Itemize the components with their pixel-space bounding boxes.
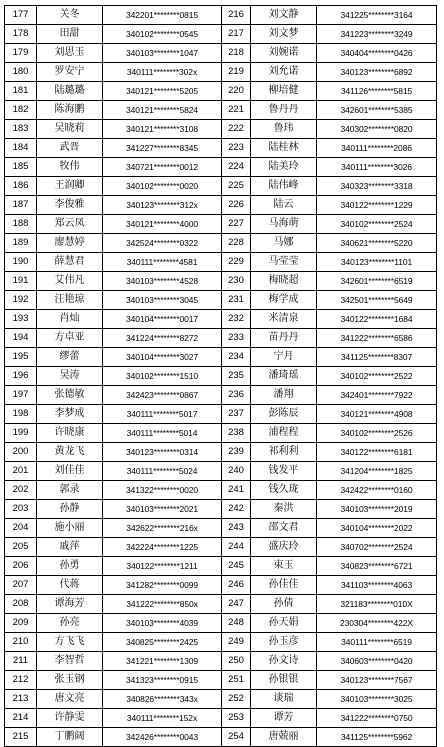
left-name-cell: 李俊雅 [37, 196, 103, 215]
right-name-cell: 谭芳 [251, 709, 317, 728]
right-id-number-cell: 341222********0750 [317, 709, 437, 728]
left-id-number-cell: 340103********2021 [103, 500, 222, 519]
right-name-cell: 孙佳佳 [251, 576, 317, 595]
left-name-cell: 陆璐璐 [37, 82, 103, 101]
right-name-cell: 秦洪 [251, 500, 317, 519]
right-seq-number-cell: 216 [222, 6, 251, 25]
right-id-number-cell: 340823********6721 [317, 557, 437, 576]
right-seq-number-cell: 232 [222, 310, 251, 329]
right-name-cell: 马海萌 [251, 215, 317, 234]
right-seq-number-cell: 221 [222, 101, 251, 120]
right-seq-number-cell: 227 [222, 215, 251, 234]
right-id-number-cell: 340102********2524 [317, 215, 437, 234]
right-id-number-cell: 340123********7567 [317, 671, 437, 690]
left-seq-number-cell: 194 [5, 329, 37, 348]
left-seq-number-cell: 189 [5, 234, 37, 253]
right-name-cell: 陆美玲 [251, 158, 317, 177]
right-name-cell: 祁利利 [251, 443, 317, 462]
table-row [5, 633, 437, 652]
left-name-cell: 张玉钢 [37, 671, 103, 690]
right-seq-number-cell: 251 [222, 671, 251, 690]
right-name-cell: 马娜 [251, 234, 317, 253]
left-seq-number-cell: 213 [5, 690, 37, 709]
right-id-number-cell: 341125********8307 [317, 348, 437, 367]
left-seq-number-cell: 205 [5, 538, 37, 557]
table-row [5, 6, 437, 25]
right-seq-number-cell: 243 [222, 519, 251, 538]
right-name-cell: 陆云 [251, 196, 317, 215]
left-id-number-cell: 340104********0017 [103, 310, 222, 329]
right-name-cell: 柳培健 [251, 82, 317, 101]
right-name-cell: 鲁玮 [251, 120, 317, 139]
right-seq-number-cell: 225 [222, 177, 251, 196]
left-name-cell: 陈海鹏 [37, 101, 103, 120]
table-row [5, 614, 437, 633]
left-name-cell: 罗安宁 [37, 63, 103, 82]
left-name-cell: 李智哲 [37, 652, 103, 671]
left-name-cell: 吴晓莉 [37, 120, 103, 139]
left-id-number-cell: 340121********4000 [103, 215, 222, 234]
right-id-number-cell: 230304********422X [317, 614, 437, 633]
left-id-number-cell: 342524********0322 [103, 234, 222, 253]
left-name-cell: 郭录 [37, 481, 103, 500]
left-id-number-cell: 342224********1225 [103, 538, 222, 557]
left-id-number-cell: 342201********0815 [103, 6, 222, 25]
left-name-cell: 缪蕾 [37, 348, 103, 367]
right-seq-number-cell: 247 [222, 595, 251, 614]
right-seq-number-cell: 250 [222, 652, 251, 671]
right-id-number-cell: 340103********3025 [317, 690, 437, 709]
right-id-number-cell: 340603********0420 [317, 652, 437, 671]
right-seq-number-cell: 244 [222, 538, 251, 557]
left-name-cell: 王润卿 [37, 177, 103, 196]
left-seq-number-cell: 210 [5, 633, 37, 652]
right-name-cell: 邵文君 [251, 519, 317, 538]
left-id-number-cell: 340825********2425 [103, 633, 222, 652]
right-id-number-cell: 340121********4908 [317, 405, 437, 424]
left-seq-number-cell: 177 [5, 6, 37, 25]
right-seq-number-cell: 249 [222, 633, 251, 652]
table-row [5, 557, 437, 576]
left-name-cell: 吴涛 [37, 367, 103, 386]
right-name-cell: 孙倩 [251, 595, 317, 614]
left-id-number-cell: 340111********5014 [103, 424, 222, 443]
left-name-cell: 孙勇 [37, 557, 103, 576]
table-row [5, 158, 437, 177]
right-id-number-cell: 340404********0426 [317, 44, 437, 63]
table-row [5, 177, 437, 196]
left-id-number-cell: 340103********1047 [103, 44, 222, 63]
table-row [5, 120, 437, 139]
right-seq-number-cell: 222 [222, 120, 251, 139]
right-seq-number-cell: 252 [222, 690, 251, 709]
left-seq-number-cell: 186 [5, 177, 37, 196]
roster-table-body [5, 6, 437, 747]
right-id-number-cell: 341103********4063 [317, 576, 437, 595]
right-id-number-cell: 341126********5815 [317, 82, 437, 101]
left-name-cell: 刘思玉 [37, 44, 103, 63]
left-name-cell: 牧伟 [37, 158, 103, 177]
roster-table-wrapper [4, 5, 437, 747]
right-seq-number-cell: 226 [222, 196, 251, 215]
right-seq-number-cell: 217 [222, 25, 251, 44]
table-row [5, 405, 437, 424]
left-name-cell: 张德敏 [37, 386, 103, 405]
left-id-number-cell: 340111********5017 [103, 405, 222, 424]
table-row [5, 690, 437, 709]
right-name-cell: 孙玉彦 [251, 633, 317, 652]
left-id-number-cell: 340826********343x [103, 690, 222, 709]
table-row [5, 348, 437, 367]
left-id-number-cell: 340111********152x [103, 709, 222, 728]
left-id-number-cell: 340102********0020 [103, 177, 222, 196]
left-name-cell: 汪艳琼 [37, 291, 103, 310]
left-seq-number-cell: 204 [5, 519, 37, 538]
left-id-number-cell: 340123********312x [103, 196, 222, 215]
left-id-number-cell: 340102********0545 [103, 25, 222, 44]
right-name-cell: 钱发平 [251, 462, 317, 481]
left-name-cell: 刘佳佳 [37, 462, 103, 481]
right-name-cell: 谈瑞 [251, 690, 317, 709]
right-name-cell: 梅晓超 [251, 272, 317, 291]
table-row [5, 215, 437, 234]
left-name-cell: 薛慧君 [37, 253, 103, 272]
left-id-number-cell: 341221********1309 [103, 652, 222, 671]
right-id-number-cell: 342601********6519 [317, 272, 437, 291]
left-id-number-cell: 340121********5824 [103, 101, 222, 120]
right-id-number-cell: 340702********2524 [317, 538, 437, 557]
left-id-number-cell: 340103********4039 [103, 614, 222, 633]
right-id-number-cell: 340111********2086 [317, 139, 437, 158]
right-seq-number-cell: 236 [222, 386, 251, 405]
right-id-number-cell: 342401********7922 [317, 386, 437, 405]
left-id-number-cell: 340103********4528 [103, 272, 222, 291]
right-seq-number-cell: 239 [222, 443, 251, 462]
table-row [5, 519, 437, 538]
left-seq-number-cell: 187 [5, 196, 37, 215]
left-name-cell: 郑云凤 [37, 215, 103, 234]
left-id-number-cell: 340122********1211 [103, 557, 222, 576]
left-id-number-cell: 340103********3045 [103, 291, 222, 310]
right-name-cell: 梅学成 [251, 291, 317, 310]
table-row [5, 462, 437, 481]
left-name-cell: 丁鹏阔 [37, 728, 103, 747]
left-name-cell: 艾伟凡 [37, 272, 103, 291]
table-row [5, 386, 437, 405]
left-name-cell: 田甜 [37, 25, 103, 44]
left-seq-number-cell: 181 [5, 82, 37, 101]
right-seq-number-cell: 233 [222, 329, 251, 348]
table-row [5, 310, 437, 329]
right-id-number-cell: 342422********0160 [317, 481, 437, 500]
left-id-number-cell: 340111********4581 [103, 253, 222, 272]
left-id-number-cell: 341282********0099 [103, 576, 222, 595]
left-seq-number-cell: 188 [5, 215, 37, 234]
left-seq-number-cell: 195 [5, 348, 37, 367]
right-seq-number-cell: 224 [222, 158, 251, 177]
right-name-cell: 宁月 [251, 348, 317, 367]
left-name-cell: 肖灿 [37, 310, 103, 329]
right-seq-number-cell: 254 [222, 728, 251, 747]
left-name-cell: 黄龙飞 [37, 443, 103, 462]
right-id-number-cell: 340122********1684 [317, 310, 437, 329]
left-name-cell: 武晋 [37, 139, 103, 158]
left-id-number-cell: 341224********8272 [103, 329, 222, 348]
right-seq-number-cell: 237 [222, 405, 251, 424]
right-seq-number-cell: 235 [222, 367, 251, 386]
left-name-cell: 戚萍 [37, 538, 103, 557]
right-id-number-cell: 341222********6586 [317, 329, 437, 348]
right-seq-number-cell: 234 [222, 348, 251, 367]
left-name-cell: 许静雯 [37, 709, 103, 728]
left-id-number-cell: 341222********850x [103, 595, 222, 614]
left-name-cell: 孙亮 [37, 614, 103, 633]
right-name-cell: 马莹莹 [251, 253, 317, 272]
right-name-cell: 彭陈辰 [251, 405, 317, 424]
right-seq-number-cell: 242 [222, 500, 251, 519]
right-id-number-cell: 341125********5962 [317, 728, 437, 747]
left-seq-number-cell: 190 [5, 253, 37, 272]
right-name-cell: 孙天娟 [251, 614, 317, 633]
right-name-cell: 米清泉 [251, 310, 317, 329]
table-row [5, 481, 437, 500]
left-name-cell: 廖慧婷 [37, 234, 103, 253]
left-id-number-cell: 341323********0915 [103, 671, 222, 690]
left-id-number-cell: 340721********0012 [103, 158, 222, 177]
left-seq-number-cell: 208 [5, 595, 37, 614]
table-row [5, 709, 437, 728]
right-seq-number-cell: 228 [222, 234, 251, 253]
right-seq-number-cell: 220 [222, 82, 251, 101]
right-name-cell: 孙银银 [251, 671, 317, 690]
left-seq-number-cell: 184 [5, 139, 37, 158]
right-seq-number-cell: 231 [222, 291, 251, 310]
left-id-number-cell: 340102********1510 [103, 367, 222, 386]
right-seq-number-cell: 223 [222, 139, 251, 158]
right-id-number-cell: 340103********2019 [317, 500, 437, 519]
left-seq-number-cell: 212 [5, 671, 37, 690]
right-seq-number-cell: 238 [222, 424, 251, 443]
right-id-number-cell: 340123********6892 [317, 63, 437, 82]
right-id-number-cell: 342501********5649 [317, 291, 437, 310]
table-row [5, 139, 437, 158]
right-name-cell: 陆伟峰 [251, 177, 317, 196]
left-name-cell: 孙静 [37, 500, 103, 519]
table-row [5, 63, 437, 82]
right-seq-number-cell: 241 [222, 481, 251, 500]
table-row [5, 538, 437, 557]
table-row [5, 196, 437, 215]
left-seq-number-cell: 200 [5, 443, 37, 462]
left-id-number-cell: 341227********8345 [103, 139, 222, 158]
table-row [5, 101, 437, 120]
table-row [5, 671, 437, 690]
right-name-cell: 刘文静 [251, 6, 317, 25]
left-seq-number-cell: 192 [5, 291, 37, 310]
left-name-cell: 唐文亮 [37, 690, 103, 709]
table-row [5, 595, 437, 614]
left-seq-number-cell: 178 [5, 25, 37, 44]
right-id-number-cell: 342601********5385 [317, 101, 437, 120]
right-id-number-cell: 340122********1229 [317, 196, 437, 215]
left-seq-number-cell: 202 [5, 481, 37, 500]
table-row [5, 329, 437, 348]
left-name-cell: 代蒋 [37, 576, 103, 595]
table-row [5, 367, 437, 386]
right-seq-number-cell: 219 [222, 63, 251, 82]
right-id-number-cell: 340323********3318 [317, 177, 437, 196]
left-id-number-cell: 341322********0020 [103, 481, 222, 500]
left-seq-number-cell: 182 [5, 101, 37, 120]
left-seq-number-cell: 191 [5, 272, 37, 291]
table-row [5, 576, 437, 595]
left-name-cell: 方卓亚 [37, 329, 103, 348]
right-name-cell: 浦程程 [251, 424, 317, 443]
left-id-number-cell: 340121********3108 [103, 120, 222, 139]
right-name-cell: 潘琦瑶 [251, 367, 317, 386]
left-name-cell: 许晓康 [37, 424, 103, 443]
right-id-number-cell: 340102********2522 [317, 367, 437, 386]
right-id-number-cell: 341225********3164 [317, 6, 437, 25]
right-seq-number-cell: 245 [222, 557, 251, 576]
left-id-number-cell: 340121********5205 [103, 82, 222, 101]
right-seq-number-cell: 240 [222, 462, 251, 481]
right-seq-number-cell: 230 [222, 272, 251, 291]
right-id-number-cell: 340621********5220 [317, 234, 437, 253]
left-seq-number-cell: 203 [5, 500, 37, 519]
right-name-cell: 潘翔 [251, 386, 317, 405]
left-name-cell: 谭海芳 [37, 595, 103, 614]
right-name-cell: 陆桂林 [251, 139, 317, 158]
left-seq-number-cell: 193 [5, 310, 37, 329]
right-name-cell: 鲁丹丹 [251, 101, 317, 120]
right-name-cell: 苗丹丹 [251, 329, 317, 348]
left-seq-number-cell: 183 [5, 120, 37, 139]
table-row [5, 272, 437, 291]
right-name-cell: 束玉 [251, 557, 317, 576]
left-id-number-cell: 340123********0314 [103, 443, 222, 462]
left-seq-number-cell: 196 [5, 367, 37, 386]
right-seq-number-cell: 229 [222, 253, 251, 272]
left-seq-number-cell: 209 [5, 614, 37, 633]
left-id-number-cell: 342423********0867 [103, 386, 222, 405]
right-id-number-cell: 340302********0820 [317, 120, 437, 139]
table-row [5, 44, 437, 63]
table-row [5, 652, 437, 671]
left-seq-number-cell: 180 [5, 63, 37, 82]
left-id-number-cell: 342426********0043 [103, 728, 222, 747]
right-id-number-cell: 321183********010X [317, 595, 437, 614]
left-seq-number-cell: 179 [5, 44, 37, 63]
left-seq-number-cell: 206 [5, 557, 37, 576]
right-id-number-cell: 340122********6181 [317, 443, 437, 462]
table-row [5, 253, 437, 272]
table-row [5, 82, 437, 101]
right-id-number-cell: 340111********3026 [317, 158, 437, 177]
table-row [5, 424, 437, 443]
left-name-cell: 施小丽 [37, 519, 103, 538]
roster-table [4, 5, 437, 747]
right-id-number-cell: 340123********1101 [317, 253, 437, 272]
left-seq-number-cell: 207 [5, 576, 37, 595]
left-seq-number-cell: 185 [5, 158, 37, 177]
right-id-number-cell: 340111********6519 [317, 633, 437, 652]
left-seq-number-cell: 198 [5, 405, 37, 424]
right-name-cell: 盛庆玲 [251, 538, 317, 557]
left-name-cell: 李梦成 [37, 405, 103, 424]
right-seq-number-cell: 246 [222, 576, 251, 595]
left-seq-number-cell: 211 [5, 652, 37, 671]
right-name-cell: 刘婉诺 [251, 44, 317, 63]
left-seq-number-cell: 199 [5, 424, 37, 443]
right-name-cell: 钱久珑 [251, 481, 317, 500]
left-seq-number-cell: 215 [5, 728, 37, 747]
left-seq-number-cell: 197 [5, 386, 37, 405]
right-name-cell: 刘允诺 [251, 63, 317, 82]
left-id-number-cell: 340111********5024 [103, 462, 222, 481]
table-row [5, 25, 437, 44]
right-name-cell: 孙文诗 [251, 652, 317, 671]
right-id-number-cell: 340104********2022 [317, 519, 437, 538]
left-seq-number-cell: 201 [5, 462, 37, 481]
right-id-number-cell: 341223********3249 [317, 25, 437, 44]
left-name-cell: 方飞飞 [37, 633, 103, 652]
left-id-number-cell: 340111********302x [103, 63, 222, 82]
right-seq-number-cell: 248 [222, 614, 251, 633]
left-id-number-cell: 342622********216x [103, 519, 222, 538]
right-id-number-cell: 340102********2526 [317, 424, 437, 443]
table-row [5, 443, 437, 462]
left-seq-number-cell: 214 [5, 709, 37, 728]
table-row [5, 291, 437, 310]
right-seq-number-cell: 253 [222, 709, 251, 728]
left-name-cell: 关冬 [37, 6, 103, 25]
right-id-number-cell: 341204********1825 [317, 462, 437, 481]
left-id-number-cell: 340104********3027 [103, 348, 222, 367]
right-name-cell: 唐兢丽 [251, 728, 317, 747]
table-row [5, 500, 437, 519]
right-name-cell: 刘文梦 [251, 25, 317, 44]
table-row [5, 234, 437, 253]
right-seq-number-cell: 218 [222, 44, 251, 63]
